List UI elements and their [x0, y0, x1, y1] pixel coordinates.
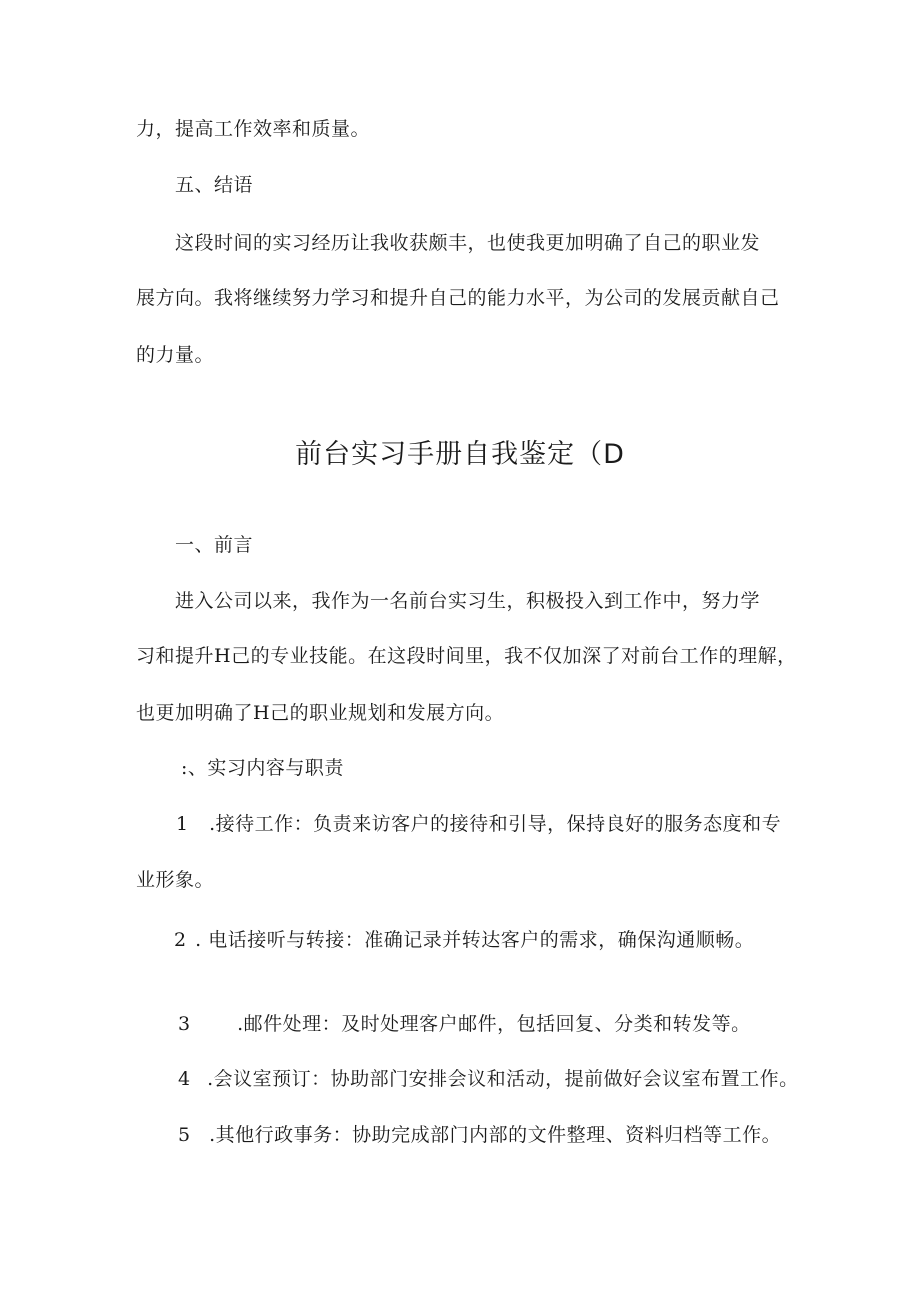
list-item-text: . 电话接听与转接：准确记录并转达客户的需求，确保沟通顺畅。 [195, 929, 755, 951]
list-item-text: .邮件处理：及时处理客户邮件，包括回复、分类和转发等。 [237, 1013, 751, 1035]
list-item-text: .会议室预订：协助部门安排会议和活动，提前做好会议室布置工作。 [207, 1068, 799, 1090]
paragraph-line: 进入公司以来，我作为一名前台实习生，积极投入到工作中，努力学 [175, 590, 761, 612]
section-heading-preface: 一、前言 [175, 534, 254, 556]
section-heading-duties: :、实习内容与职责 [181, 757, 344, 779]
list-item [178, 1067, 799, 1091]
list-item [178, 1012, 751, 1036]
section-heading-conclusion: 五、结语 [175, 174, 254, 196]
list-item-number: 4 [178, 1068, 191, 1090]
paragraph-line: 力，提高工作效率和质量。 [136, 118, 371, 140]
list-item [178, 1123, 781, 1147]
list-item-number: 3 [178, 1013, 191, 1035]
list-item-text: .接待工作：负责来访客户的接待和引导，保持良好的服务态度和专 [209, 813, 782, 835]
list-item-number: 5 [178, 1124, 191, 1146]
list-item [176, 812, 781, 836]
paragraph-line: 也更加明确了H己的职业规划和发展方向。 [136, 702, 505, 724]
list-item-number: 1 [176, 813, 189, 835]
document-title: 前台实习手册自我鉴定（D [295, 439, 625, 470]
list-item-text: .其他行政事务：协助完成部门内部的文件整理、资料归档等工作。 [209, 1124, 782, 1146]
paragraph-line: 习和提升H己的专业技能。在这段时间里，我不仅加深了对前台工作的理解， [136, 645, 797, 667]
list-item [174, 928, 754, 952]
list-item-continuation: 业形象。 [136, 869, 215, 891]
paragraph-line: 展方向。我将继续努力学习和提升自己的能力水平，为公司的发展贡献自己 [136, 287, 780, 309]
paragraph-line: 的力量。 [136, 344, 215, 366]
paragraph-line: 这段时间的实习经历让我收获颇丰，也使我更加明确了自己的职业发 [175, 232, 761, 254]
list-item-number: 2 [174, 929, 187, 951]
